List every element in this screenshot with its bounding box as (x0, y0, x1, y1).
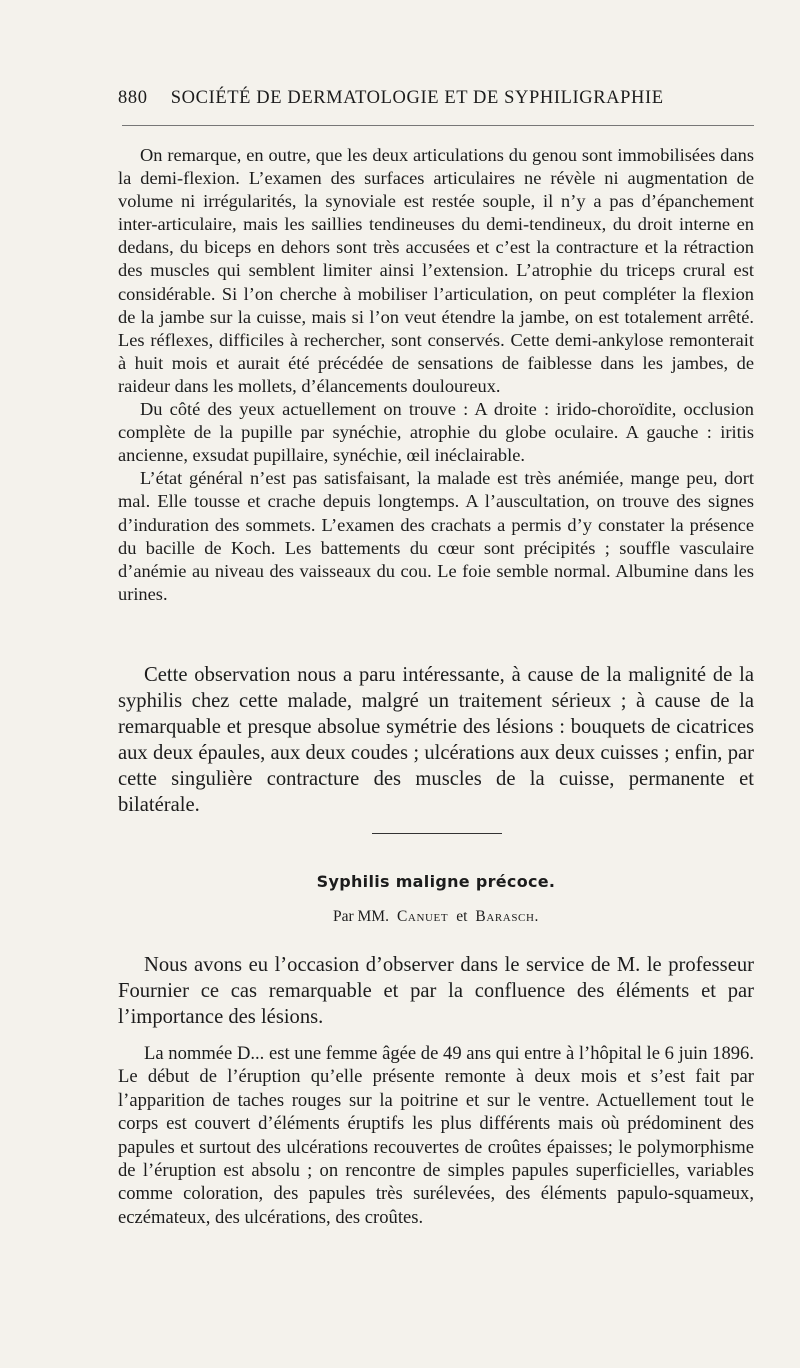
section-separator (372, 833, 502, 834)
case1-observation (118, 144, 754, 606)
conjunction: et (456, 908, 468, 925)
running-header (118, 88, 754, 109)
case2-intro (118, 952, 754, 1030)
paragraph: On remarque, en outre, que les deux articulations du genou sont immobilisées dans la demi-flexion. L’examen des surfaces articulaires ne révèle ni augmentation de volume ni irrégularités, la synoviale est restée souple, il n’y a pas d’épanchement inter-articulaire, mais les saillies tendineuses du demi-tendineux, du droit interne en dedans, du biceps en dehors sont très accusées et c’est la contracture et la rétraction des muscles qui semblent limiter ainsi l’extension. L’atrophie du triceps crural est considérable. Si l’on cherche à mobiliser l’articulation, on peut compléter la flexion de la jambe sur la cuisse, mais si l’on veut étendre la jambe, on est totalement arrêté. Les réflexes, difficiles à rechercher, sont conservés. Cette demi-ankylose remonterait à huit mois et aurait été précédée de sensations de faiblesse dans les jambes, de raideur dans les mollets, d’élancements douloureux. (118, 145, 754, 396)
case2-observation (118, 1042, 754, 1229)
by-label: Par MM. (332, 908, 389, 925)
page-number: 880 (118, 88, 148, 108)
paragraph: Du côté des yeux actuellement on trouve : A droite : irido-choroïdite, occlusion complète de la pupille par synéchie, atrophie du globe oculaire. A gauche : iritis ancienne, exsudat pupillaire, synéchie, œil inéclairable. (118, 399, 754, 466)
paragraph: Cette observation nous a paru intéressante, à cause de la malignité de la syphilis chez cette malade, malgré un traitement sérieux ; à cause de la remarquable et presque absolue symétrie des lésions : bouquets de cicatrices aux deux épaules, aux deux coudes ; ulcérations aux deux cuisses ; enfin, par cette singulière contracture des muscles de la cuisse, permanente et bilatérale. (118, 664, 754, 816)
article-title: Syphilis maligne précoce. (316, 872, 556, 891)
header-rule (122, 125, 754, 126)
paragraph: Nous avons eu l’occasion d’observer dans le service de M. le professeur Fournier ce cas remarquable et par la confluence des éléments et par l’importance des lésions. (118, 954, 754, 1028)
paragraph: La nommée D... est une femme âgée de 49 ans qui entre à l’hôpital le 6 juin 1896. Le début de l’éruption qu’elle présente remonte à deux mois et s’est fait par l’apparition de taches rouges sur la poitrine et sur le ventre. Actuellement tout le corps est couvert d’éléments éruptifs les plus différents mais où prédominent des papules et surtout des ulcérations recouvertes de croûtes épaisses; le polymorphisme de l’éruption est absolu ; on rencontre de simples papules superficielles, variables comme coloration, des papules très surélevées, des éléments papulo-squameux, eczémateux, des ulcérations, des croûtes. (118, 1043, 754, 1228)
paragraph: L’état général n’est pas satisfaisant, la malade est très anémiée, mange peu, dort mal. Elle tousse et crache depuis longtemps. A l’auscultation, on trouve des signes d’induration des sommets. L’examen des crachats a permis d’y constater la présence du bacille de Koch. Les battements du cœur sont précipités ; souffle vasculaire d’anémie au niveau des vaisseaux du cou. Le foie semble normal. Albumine dans les urines. (118, 468, 754, 604)
author-name: Canuet (396, 908, 449, 925)
case1-conclusion (118, 662, 754, 818)
author-name: Barasch. (475, 908, 540, 925)
running-title: SOCIÉTÉ DE DERMATOLOGIE ET DE SYPHILIGRAPHIE (170, 88, 664, 108)
article-authors (118, 908, 754, 926)
